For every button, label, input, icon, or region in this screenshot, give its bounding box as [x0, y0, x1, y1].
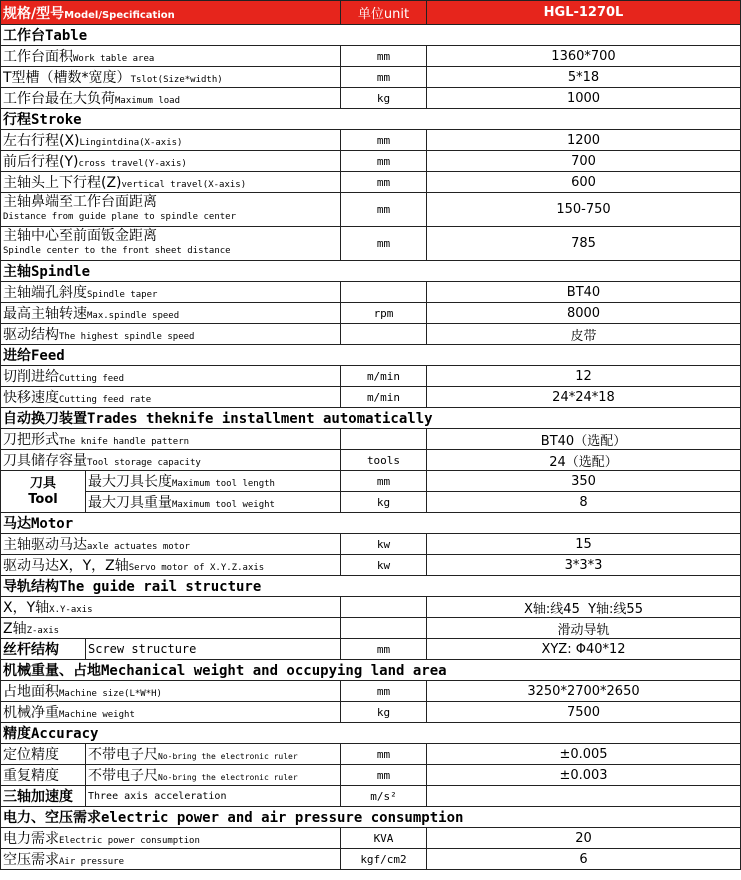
section-table: 工作台Table	[1, 25, 741, 46]
table-row: Z轴Z-axis 滑动导轨	[1, 618, 741, 639]
section-guide: 导轨结构The guide rail structure	[1, 576, 741, 597]
section-spindle: 主轴Spindle	[1, 261, 741, 282]
table-row: 前后行程(Y)cross travel(Y-axis) mm 700	[1, 151, 741, 172]
table-row: 机械净重Machine weight kg 7500	[1, 702, 741, 723]
table-row: 最大刀具重量Maximum tool weight kg 8	[1, 492, 741, 513]
table-row: 刀具 Tool 最大刀具长度Maximum tool length mm 350	[1, 471, 741, 492]
table-row: 工作台面积Work table area mm 1360*700	[1, 46, 741, 67]
section-stroke: 行程Stroke	[1, 109, 741, 130]
header-unit: 单位unit	[341, 1, 427, 25]
table-row: 工作台最在大负荷Maximum load kg 1000	[1, 88, 741, 109]
table-row: 丝杆结构 Screw structure mm XYZ: Φ40*12	[1, 639, 741, 660]
header-row	[1, 1, 741, 25]
table-row: 空压需求Air pressure kgf/cm2 6	[1, 849, 741, 870]
table-row: 重复精度 不带电子尺No-bring the electronic ruler mm ±0.003	[1, 765, 741, 786]
table-row: X，Y轴X.Y-axis X轴:线45 Y轴:线55	[1, 597, 741, 618]
header-model: HGL-1270L	[427, 1, 741, 25]
section-atc: 自动换刀装置Trades theknife installment automatically	[1, 408, 741, 429]
table-row: 最高主轴转速Max.spindle speed rpm 8000	[1, 303, 741, 324]
table-row: 驱动马达X，Y，Z轴Servo motor of X.Y.Z.axis kw 3*3*3	[1, 555, 741, 576]
table-row: 电力需求Electric power consumption KVA 20	[1, 828, 741, 849]
section-feed: 进给Feed	[1, 345, 741, 366]
table-row: 刀把形式The knife handle pattern BT40（选配）	[1, 429, 741, 450]
table-row: 左右行程(X)Lingintdina(X-axis) mm 1200	[1, 130, 741, 151]
table-row: 驱动结构The highest spindle speed 皮带	[1, 324, 741, 345]
header-spec: 规格/型号Model/Specification	[1, 1, 341, 25]
section-motor: 马达Motor	[1, 513, 741, 534]
section-power: 电力、空压需求electric power and air pressure consumption	[1, 807, 741, 828]
table-row: 定位精度 不带电子尺No-bring the electronic ruler mm ±0.005	[1, 744, 741, 765]
table-row: 主轴中心至前面钣金距离 Spindle center to the front sheet distance mm 785	[1, 227, 741, 261]
table-row: 主轴驱动马达axle actuates motor kw 15	[1, 534, 741, 555]
table-row: 主轴端孔斜度Spindle taper BT40	[1, 282, 741, 303]
tool-label: 刀具 Tool	[1, 471, 86, 513]
table-row: 占地面积Machine size(L*W*H) mm 3250*2700*2650	[1, 681, 741, 702]
table-row: 刀具储存容量Tool storage capacity tools 24（选配）	[1, 450, 741, 471]
table-row: 快移速度Cutting feed rate m/min 24*24*18	[1, 387, 741, 408]
table-row: 切削进给Cutting feed m/min 12	[1, 366, 741, 387]
section-weight: 机械重量、占地Mechanical weight and occupying land area	[1, 660, 741, 681]
table-row: T型槽（槽数*宽度）Tslot(Size*width) mm 5*18	[1, 67, 741, 88]
section-accuracy: 精度Accuracy	[1, 723, 741, 744]
table-row: 主轴鼻端至工作台面距离 Distance from guide plane to spindle center mm 150-750	[1, 193, 741, 227]
table-row: 主轴头上下行程(Z)vertical travel(X-axis) mm 600	[1, 172, 741, 193]
table-row: 三轴加速度 Three axis acceleration m/s²	[1, 786, 741, 807]
